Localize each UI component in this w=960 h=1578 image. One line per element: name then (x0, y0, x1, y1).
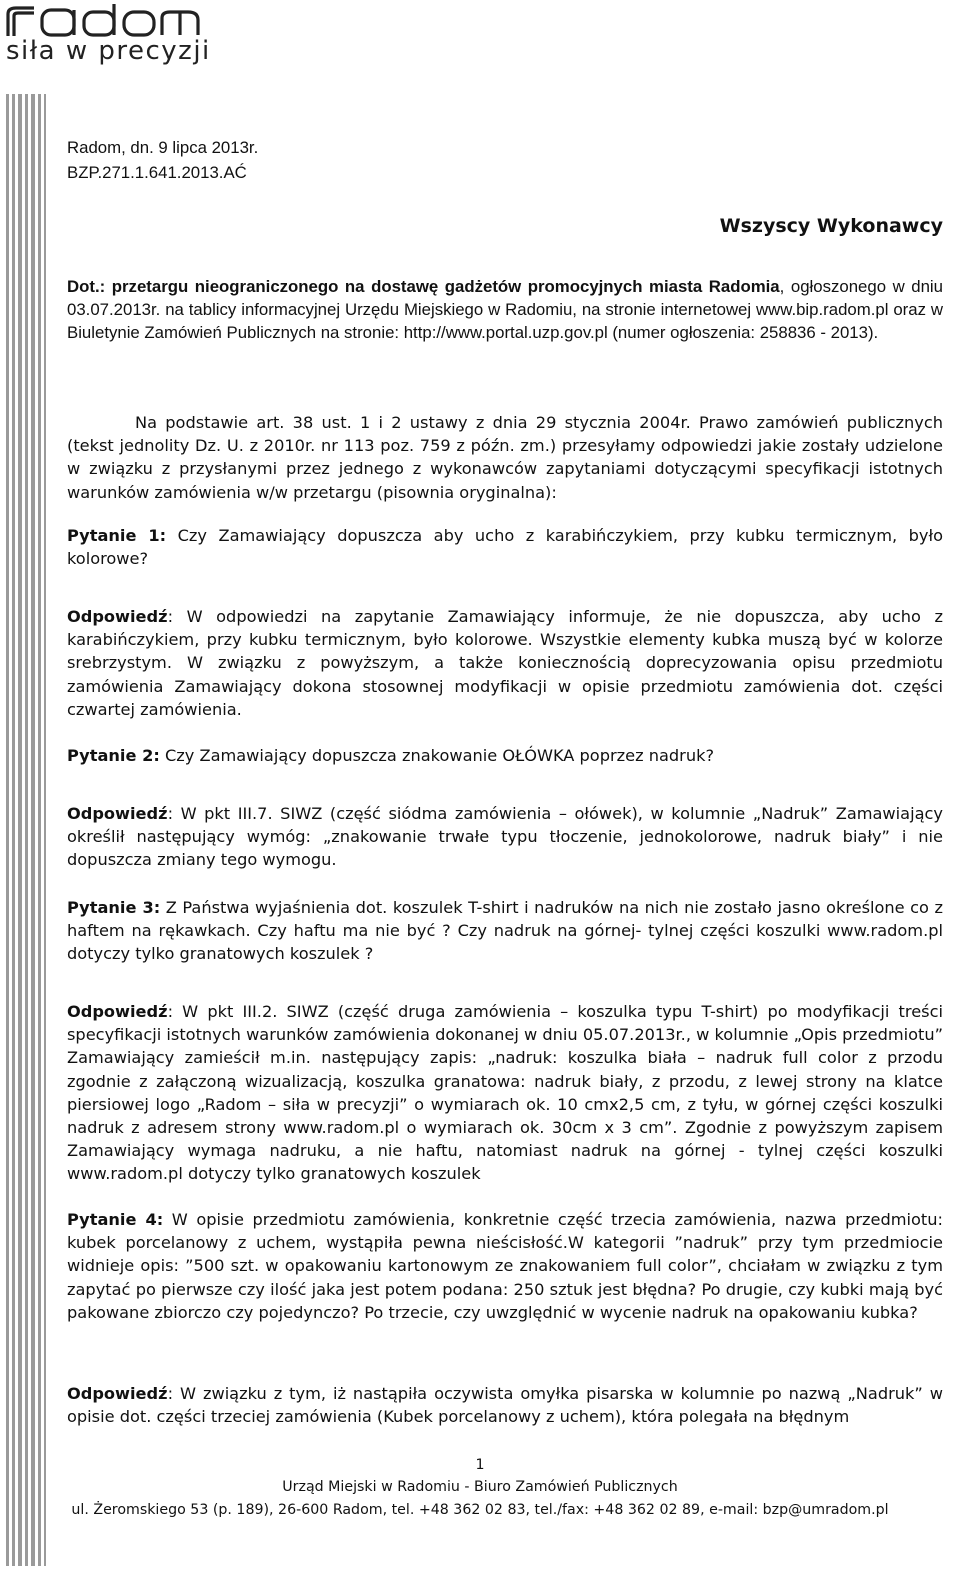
answer-label: Odpowiedź (67, 607, 168, 626)
answer-text: : W pkt III.2. SIWZ (część druga zamówienia – koszulka typu T-shirt) po modyfikacji treści specyfikacji istotnych warunków zamówienia dokonanej w dniu 05.07.2013r., w kolumnie „Opis przedmiotu” Zamawiający zamieścił m.in. następujący zapis: „nadruk: koszulka biała – nadruk full color z przodu zgodnie z załączoną wizualizacją, koszulka granatowa: nadruk biały, z przodu, z lewej strony na klatce piersiowej logo „Radom – siła w precyzji” o wymiarach ok. 10 cmx2,5 cm, z tyłu, w górnej części koszulki nadruk z adresem strony www.radom.pl o wymiarach ok. 30cm x 3 cm”. Zgodnie z powyższym zapisem Zamawiający wymaga nadruku, a nie haftu, natomiast nadruk na górnej - tylnej części koszulki www.radom.pl dotyczy tylko granatowych koszulek (67, 1002, 944, 1184)
answer-1 (67, 605, 943, 721)
footer-office: Urząd Miejski w Radomiu - Biuro Zamówień Publicznych (282, 1479, 678, 1495)
subject-label: Dot.: (67, 277, 106, 296)
answer-text: : W pkt III.7. SIWZ (część siódma zamówienia – ołówek), w kolumnie „Nadruk” Zamawiający określił następujący wymóg: „znakowanie trwałe typu tłoczenie, jednokolorowe, nadruk biały” i nie dopuszcza zmiany tego wymogu. (67, 804, 943, 870)
question-text: Z Państwa wyjaśnienia dot. koszulek T-shirt i nadruków na nich nie zostało jasno określone co z haftem na rękawkach. Czy haftu ma nie być ? Czy nadruk na górnej- tylnej części koszulki www.radom.pl dotyczy tylko granatowych koszulek ? (67, 898, 943, 964)
answer-text: : W odpowiedzi na zapytanie Zamawiający informuje, że nie dopuszcza, aby ucho z karabińczykiem, przy kubku termicznym, było kolorowe. Wszystkie elementy kubka muszą być w kolorze srebrzystym. W związku z powyższym, a także koniecznością doprecyzowania opisu przedmiotu zamówienia Zamawiający dokona stosownej modyfikacji w opisie przedmiotu zamówienia dot. części czwartej zamówienia. (67, 607, 943, 719)
subject-text: , ogłoszonego w dniu 03.07.2013r. na tablicy informacyjnej Urzędu Miejskiego w Radomiu, na stronie internetowej www.bip.radom.pl oraz w Biuletynie Zamówień Publicznych na stronie: http://www.portal.uzp.gov.pl (numer ogłoszenia: 258836 - 2013). (67, 277, 943, 343)
subject (67, 275, 943, 345)
logo-tagline: siła w precyzji (6, 36, 211, 66)
answer-label: Odpowiedź (67, 1002, 168, 1021)
answer-label: Odpowiedź (67, 1384, 168, 1403)
question-label: Pytanie 1: (67, 526, 167, 545)
question-label: Pytanie 2: (67, 746, 160, 765)
question-text: Czy Zamawiający dopuszcza znakowanie OŁÓWKA poprzez nadruk? (159, 746, 715, 765)
radom-wordmark (4, 2, 204, 38)
place-date: Radom, dn. 9 lipca 2013r. (67, 138, 259, 157)
reference-number: BZP.271.1.641.2013.AĆ (67, 163, 247, 182)
question-1 (67, 524, 943, 570)
answer-2 (67, 802, 943, 872)
question-label: Pytanie 4: (67, 1210, 164, 1229)
answer-label: Odpowiedź (67, 804, 168, 823)
question-text: W opisie przedmiotu zamówienia, konkretnie część trzecia zamówienia, nazwa przedmiotu: kubek porcelanowy z uchem, wystąpiła pewna nieścisłość.W kategorii ”nadruk” przy tym przedmiocie widnieje opis: ”500 szt. w opakowaniu kartonowym ze znakowaniem full color”, chciałam w związku z tym zapytać po pierwsze czy ilość jaka jest potem podana: 250 sztuk jest błędna? Po drugie, czy kubki mają być pakowane zbiorczo czy pojedynczo? Po trzecie, czy uwzględnić w wycenie nadruk na opakowaniu kubka? (67, 1210, 943, 1322)
intro-paragraph: Na podstawie art. 38 ust. 1 i 2 ustawy z dnia 29 stycznia 2004r. Prawo zamówień publicznych (tekst jednolity Dz. U. z 2010r. nr 113 poz. 759 z późn. zm.) przesyłamy odpowiedzi jakie zostały udzielone w związku z przysłanymi przez jednego z wykonawców zapytaniami dotyczącymi specyfikacji istotnych warunków zamówienia w/w przetargu (pisownia oryginalna): (67, 413, 943, 502)
decorative-vertical-bars (6, 94, 50, 1566)
page-number: 1 (475, 1457, 485, 1473)
question-2 (67, 744, 943, 767)
footer-address: ul. Żeromskiego 53 (p. 189), 26-600 Radom, tel. +48 362 02 83, tel./fax: +48 362 02 89, e-mail: bzp@umradom.pl (71, 1502, 889, 1518)
radom-logo (4, 2, 211, 68)
answer-text: : W związku z tym, iż nastąpiła oczywista omyłka pisarska w kolumnie po nazwą „Nadruk” w opisie dot. części trzeciej zamówienia (Kubek porcelanowy z uchem), która polegała na błędnym (67, 1384, 943, 1427)
recipient: Wszyscy Wykonawcy (719, 215, 943, 237)
subject-bold: przetargu nieograniczonego na dostawę gadżetów promocyjnych miasta Radomia (105, 277, 780, 296)
answer-3 (67, 1000, 943, 1186)
question-4 (67, 1208, 943, 1324)
question-label: Pytanie 3: (67, 898, 161, 917)
answer-4 (67, 1382, 943, 1428)
question-3 (67, 896, 943, 966)
question-text: Czy Zamawiający dopuszcza aby ucho z karabińczykiem, przy kubku termicznym, było kolorowe? (67, 526, 943, 569)
